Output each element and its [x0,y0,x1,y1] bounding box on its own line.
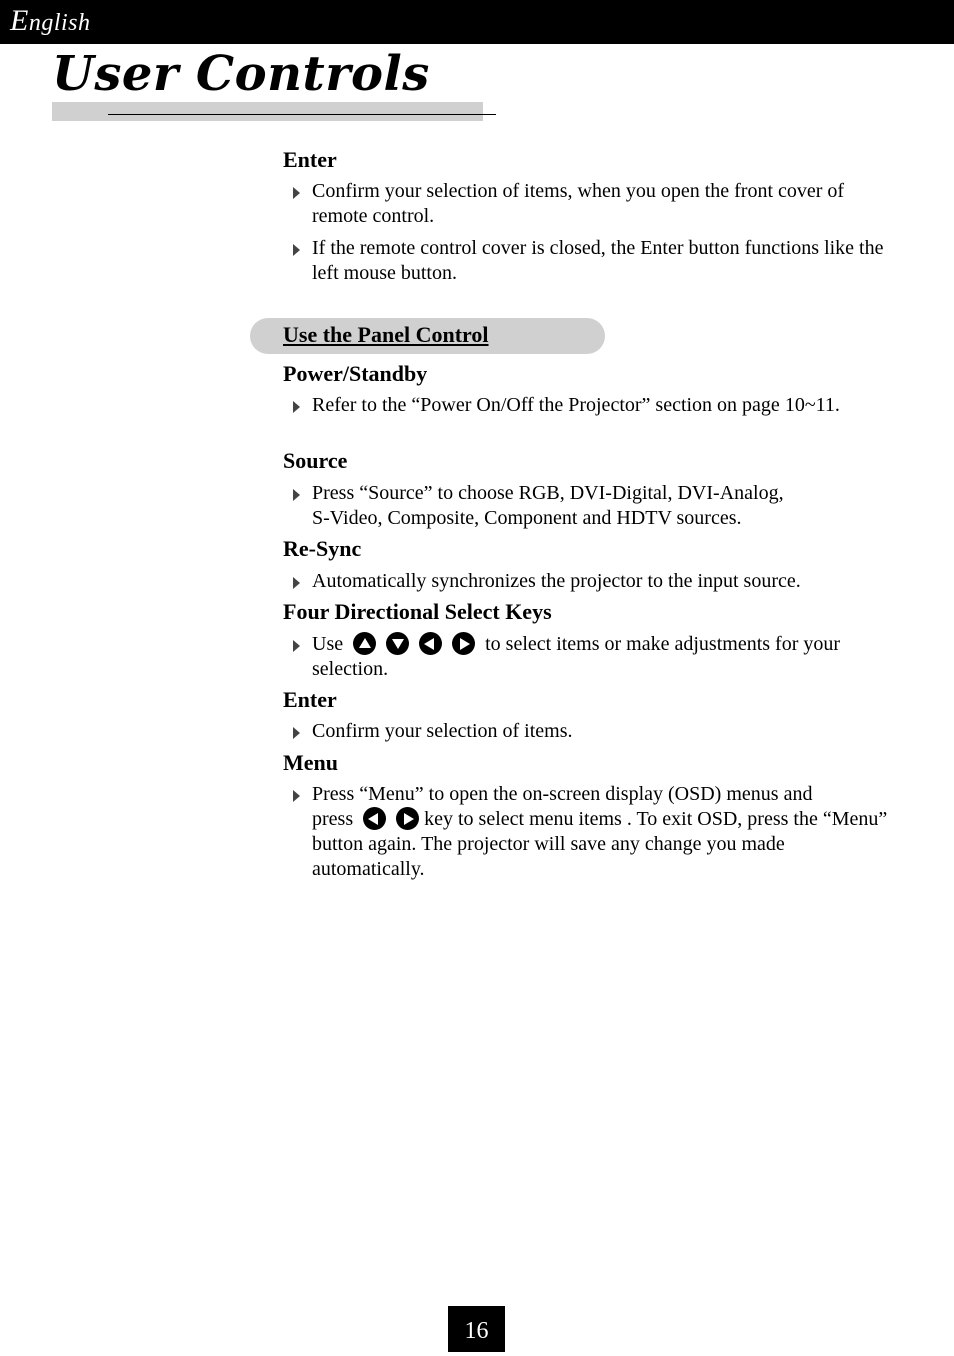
triangle-bullet-icon [293,401,300,413]
source-bullet: Press “Source” to choose RGB, DVI-Digital, DVI-Analog, S-Video, Composite, Component and HDTV sources. [283,481,895,531]
header-bar [0,0,954,44]
right-arrow-key-icon [452,632,475,655]
remote-enter-bullet-2: If the remote control cover is closed, the Enter button functions like the left mouse button. [283,236,895,286]
triangle-bullet-icon [293,489,300,501]
menu-heading: Menu [283,750,338,775]
triangle-bullet-icon [293,577,300,589]
left-arrow-key-icon [363,807,386,830]
title-underline-band [52,102,483,121]
up-arrow-key-icon [353,632,376,655]
down-arrow-key-icon [386,632,409,655]
directional-keys-bullet: Use to select items or make adjustments for your selection. [283,632,895,682]
triangle-bullet-icon [293,790,300,802]
power-standby-heading: Power/Standby [283,361,428,386]
triangle-bullet-icon [293,244,300,256]
remote-enter-heading: Enter [283,147,337,172]
triangle-bullet-icon [293,640,300,652]
resync-bullet: Automatically synchronizes the projector to the input source. [283,569,895,594]
triangle-bullet-icon [293,727,300,739]
remote-enter-bullet-1: Confirm your selection of items, when you open the front cover of remote control. [283,179,895,229]
directional-keys-heading: Four Directional Select Keys [283,599,552,624]
power-standby-bullet: Refer to the “Power On/Off the Projector” section on page 10~11. [283,393,895,418]
title-underline-rule [108,114,496,115]
section-title: Use the Panel Control [283,322,489,347]
left-arrow-key-icon [419,632,442,655]
menu-bullet: Press “Menu” to open the on-screen display (OSD) menus and press key to select menu items . To exit OSD, press the “Menu” button again. The projector will save any change you made automatically. [283,782,895,882]
page-number: 16 [448,1306,505,1352]
language-label: English [10,4,91,37]
triangle-bullet-icon [293,187,300,199]
source-heading: Source [283,448,348,473]
panel-enter-heading: Enter [283,687,337,712]
right-arrow-key-icon [396,807,419,830]
resync-heading: Re-Sync [283,536,362,561]
page-title: User Controls [52,46,430,102]
panel-enter-bullet: Confirm your selection of items. [283,719,895,744]
